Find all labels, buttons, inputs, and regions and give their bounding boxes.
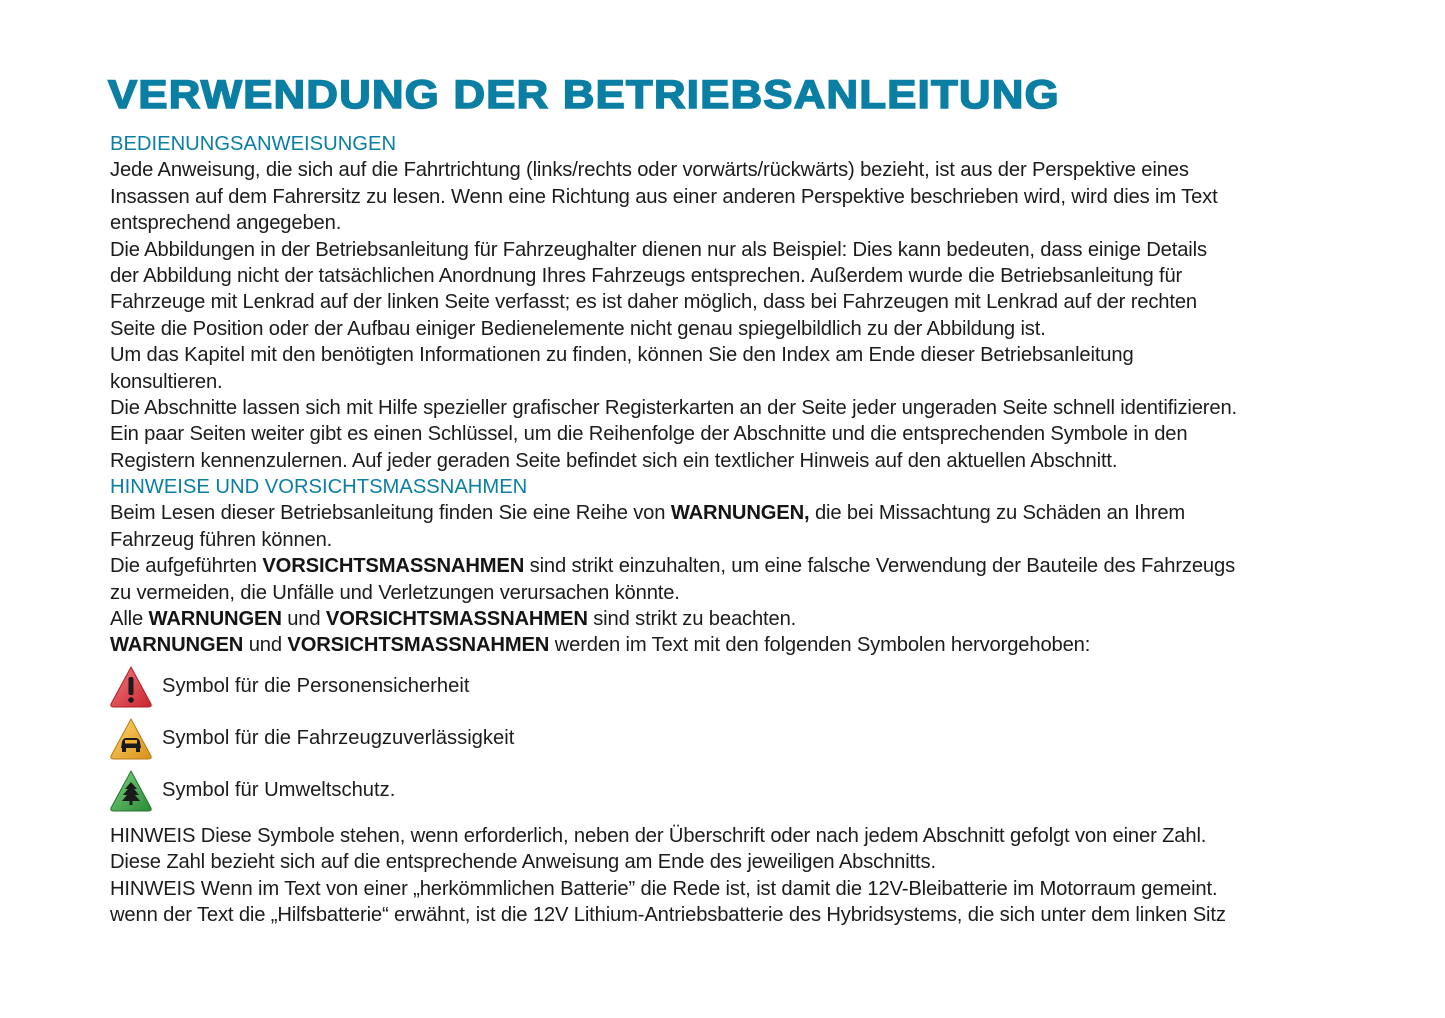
- text: die bei Missachtung zu Schäden an Ihrem: [809, 502, 1186, 525]
- paragraph-line: zu vermeiden, die Unfälle und Verletzungen verursachen könnte.: [110, 581, 680, 604]
- note-line: wenn der Text die „Hilfsbatterie“ erwähnt, ist die 12V Lithium-Antriebsbatterie des Hybridsystems, die sich unter dem linken Sitz: [110, 903, 1226, 926]
- text: und: [243, 634, 288, 657]
- emphasis-warnungen: WARNUNGEN,: [670, 502, 810, 525]
- paragraph-line: Seite die Position oder der Aufbau einiger Bedienelemente nicht genau spiegelbildlich zu der Abbildung ist.: [110, 317, 1046, 340]
- symbol-label: Symbol für die Fahrzeugzuverlässigkeit: [162, 727, 515, 750]
- paragraph-line: Die Abschnitte lassen sich mit Hilfe spezieller grafischer Registerkarten an der Seite jeder ungeraden Seite schnell identifizieren.: [110, 396, 1237, 419]
- emphasis-warnungen: WARNUNGEN: [110, 634, 244, 657]
- text: sind strikt einzuhalten, um eine falsche Verwendung der Bauteile des Fahrzeugs: [524, 555, 1236, 578]
- text: Beim Lesen dieser Betriebsanleitung finden Sie eine Reihe von: [110, 502, 671, 525]
- car-warning-icon: [108, 716, 154, 762]
- symbol-label: Symbol für die Personensicherheit: [162, 675, 470, 698]
- symbol-row-umweltschutz: [108, 765, 1340, 817]
- text: und: [281, 608, 326, 631]
- warning-exclamation-icon: [108, 664, 154, 710]
- paragraph-line: Die Abbildungen in der Betriebsanleitung für Fahrzeughalter dienen nur als Beispiel: Dies kann bedeuten, dass einige Details: [110, 238, 1207, 261]
- paragraph-line: entsprechend angegeben.: [110, 212, 342, 235]
- paragraph-line: Insassen auf dem Fahrersitz zu lesen. Wenn eine Richtung aus einer anderen Perspektive beschrieben wird, wird dies im Text: [110, 185, 1218, 208]
- section-heading-bedienungsanweisungen: BEDIENUNGSANWEISUNGEN: [110, 133, 397, 155]
- emphasis-vorsichtsmassnahmen: VORSICHTSMASSNAHMEN: [262, 555, 525, 578]
- text: werden im Text mit den folgenden Symbolen hervorgehoben:: [549, 634, 1091, 657]
- document-body: [110, 131, 1340, 928]
- symbol-legend: [110, 661, 1340, 817]
- paragraph-line: Fahrzeug führen können.: [110, 528, 333, 551]
- note-line: Diese Zahl bezieht sich auf die entsprechende Anweisung am Ende des jeweiligen Abschnitts.: [110, 851, 936, 874]
- symbol-row-fahrzeugzuverlaessigkeit: [108, 713, 1340, 765]
- emphasis-vorsichtsmassnahmen: VORSICHTSMASSNAHMEN: [325, 608, 588, 631]
- text: Die aufgeführten: [110, 555, 263, 578]
- emphasis-vorsichtsmassnahmen: VORSICHTSMASSNAHMEN: [287, 634, 550, 657]
- paragraph-line: konsultieren.: [110, 370, 223, 393]
- notes: [110, 823, 1340, 929]
- paragraph-line: [110, 553, 1340, 579]
- symbol-label: Symbol für Umweltschutz.: [162, 779, 396, 802]
- text: sind strikt zu beachten.: [587, 608, 797, 631]
- tree-environment-icon: [108, 768, 154, 814]
- note-line: HINWEIS Diese Symbole stehen, wenn erforderlich, neben der Überschrift oder nach jedem Abschnitt gefolgt von einer Zahl.: [110, 824, 1207, 847]
- section-body-bedienungsanweisungen: [110, 157, 1340, 474]
- paragraph-line: Ein paar Seiten weiter gibt es einen Schlüssel, um die Reihenfolge der Abschnitte und die entsprechenden Symbole in den: [110, 423, 1188, 446]
- text: Alle: [110, 608, 149, 631]
- paragraph-line: [110, 500, 1340, 526]
- page-title: VERWENDUNG DER BETRIEBSANLEITUNG: [108, 73, 1060, 117]
- paragraph-line: [110, 606, 1340, 632]
- paragraph-line: der Abbildung nicht der tatsächlichen Anordnung Ihres Fahrzeugs entsprechen. Außerdem wurde die Betriebsanleitung für: [110, 264, 1183, 287]
- section-body-hinweise: [110, 500, 1340, 928]
- paragraph-line: Registern kennenzulernen. Auf jeder geraden Seite befindet sich ein textlicher Hinweis auf den aktuellen Abschnitt.: [110, 449, 1118, 472]
- paragraph-line: Um das Kapitel mit den benötigten Informationen zu finden, können Sie den Index am Ende dieser Betriebsanleitung: [110, 344, 1134, 367]
- paragraph-line: Fahrzeuge mit Lenkrad auf der linken Seite verfasst; es ist daher möglich, dass bei Fahrzeugen mit Lenkrad auf der rechten: [110, 291, 1197, 314]
- note-line: HINWEIS Wenn im Text von einer „herkömmlichen Batterie” die Rede ist, ist damit die 12V-Bleibatterie im Motorraum gemeint.: [110, 877, 1218, 900]
- section-heading-hinweise: HINWEISE UND VORSICHTSMASSNAHMEN: [110, 476, 528, 499]
- emphasis-warnungen: WARNUNGEN: [148, 608, 282, 631]
- paragraph-line: Jede Anweisung, die sich auf die Fahrtrichtung (links/rechts oder vorwärts/rückwärts) bezieht, ist aus der Perspektive eines: [110, 159, 1189, 182]
- paragraph-line: [110, 632, 1340, 658]
- symbol-row-personensicherheit: [108, 661, 1340, 713]
